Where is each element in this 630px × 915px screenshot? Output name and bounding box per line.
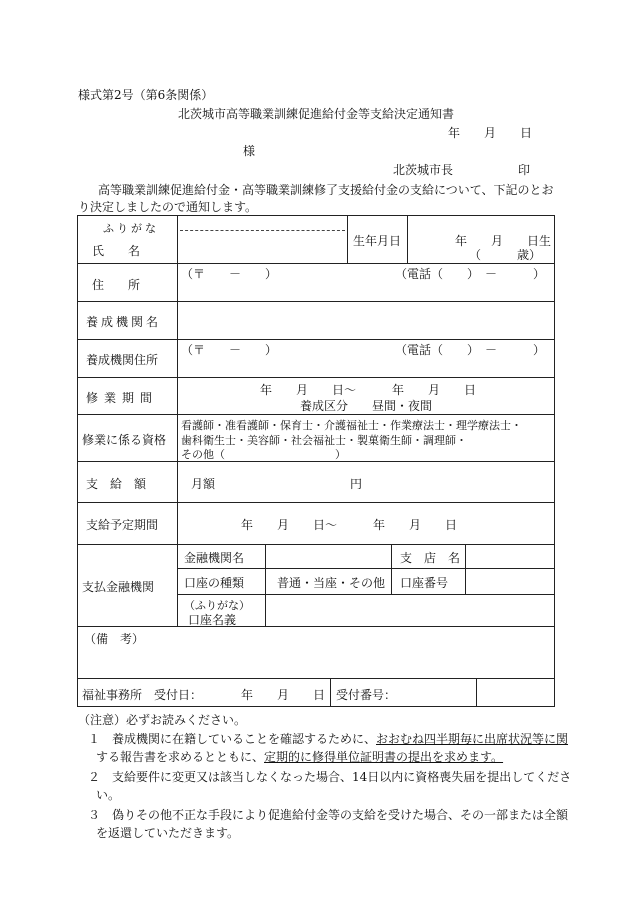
dob-label: 生年月日 [353,234,402,248]
note-2-line1: ２ 支給要件に変更又は該当しなくなった場合、14日以内に資格喪失届を提出してくださ [88,770,572,784]
account-number-label: 口座番号 [400,576,449,590]
date-line: 年 月 日 [448,126,533,140]
bank-label: 支払金融機関 [82,580,155,594]
notes-heading: （注意）必ずお読みください。 [78,713,247,727]
form-number: 様式第2号（第6条関係） [78,88,214,102]
address-label: 住 所 [92,278,141,292]
receipt-number-label: 受付番号： [336,688,397,702]
age-value: （ 歳） [469,248,542,262]
qualification-list-line1: 看護師・准看護師・保育士・介護福祉士・作業療法士・理学療法士・ [181,419,522,432]
note-3-line1: ３ 偽りその他不正な手段により促進給付金等の支給を受けた場合、その一部または全額 [88,808,569,822]
account-holder-kana-label: （ふりがな） [184,599,250,612]
account-holder-label: 口座名義 [188,613,237,627]
name-label: 氏 名 [92,244,141,258]
phone-number: （電話（ ） － ） [395,267,546,281]
office-receipt-date: 年 月 日 [241,688,326,702]
school-phone-number: （電話（ ） － ） [395,343,546,357]
intro-text-line2: り決定しましたので通知します。 [78,200,258,214]
intro-text-line1: 高等職業訓練促進給付金・高等職業訓練修了支援給付金の支給について、下記のとお [98,183,554,197]
amount-monthly-label: 月額 [191,477,216,491]
school-address-label: 養成機関住所 [86,353,159,367]
note-2-line2: い。 [96,788,121,802]
training-type-value: 養成区分 昼間・夜間 [300,399,433,413]
page-title: 北茨城市高等職業訓練促進給付金等支給決定通知書 [178,107,455,121]
branch-name-label: 支 店 名 [400,551,461,565]
office-receipt-label: 福祉事務所 受付日： [82,688,203,702]
school-name-label: 養成機関名 [86,315,162,329]
bank-name-label: 金融機関名 [184,551,245,565]
issuer-name: 北茨城市長 [393,163,454,177]
furigana-label: ふりがな [103,222,159,235]
qualification-label: 修業に係る資格 [82,433,167,447]
remarks-label: （備 考） [84,632,145,646]
note-1-line2: する報告書を求めるとともに、定期的に修得単位証明書の提出を求めます。 [96,750,504,764]
payment-period-value: 年 月 日～ 年 月 日 [241,518,458,532]
account-type-value: 普通・当座・その他 [277,576,386,590]
amount-unit: 円 [350,477,363,491]
payment-period-label: 支給予定期間 [86,518,159,532]
name-field[interactable] [181,233,345,261]
school-postal-code: （〒 － ） [181,343,278,357]
study-period-value: 年 月 日～ 年 月 日 [260,383,477,397]
postal-code: （〒 － ） [181,267,278,281]
note-3-line2: を返還していただきます。 [96,826,240,840]
amount-label: 支 給 額 [86,477,147,491]
study-period-label: 修業期間 [86,391,159,405]
seal-mark: 印 [518,163,531,177]
note-1-line1: １ 養成機関に在籍していることを確認するために、おおむね四半期毎に出席状況等に関 [88,732,569,746]
qualification-list-line2: 歯科衛生士・美容師・社会福祉士・製菓衛生師・調理師・ [181,434,467,447]
addressee-suffix: 様 [243,144,256,158]
account-type-label: 口座の種類 [184,576,245,590]
dob-value: 年 月 日生 [455,234,552,248]
school-name-field[interactable] [181,305,551,335]
qualification-other: その他（ ） [181,448,346,461]
